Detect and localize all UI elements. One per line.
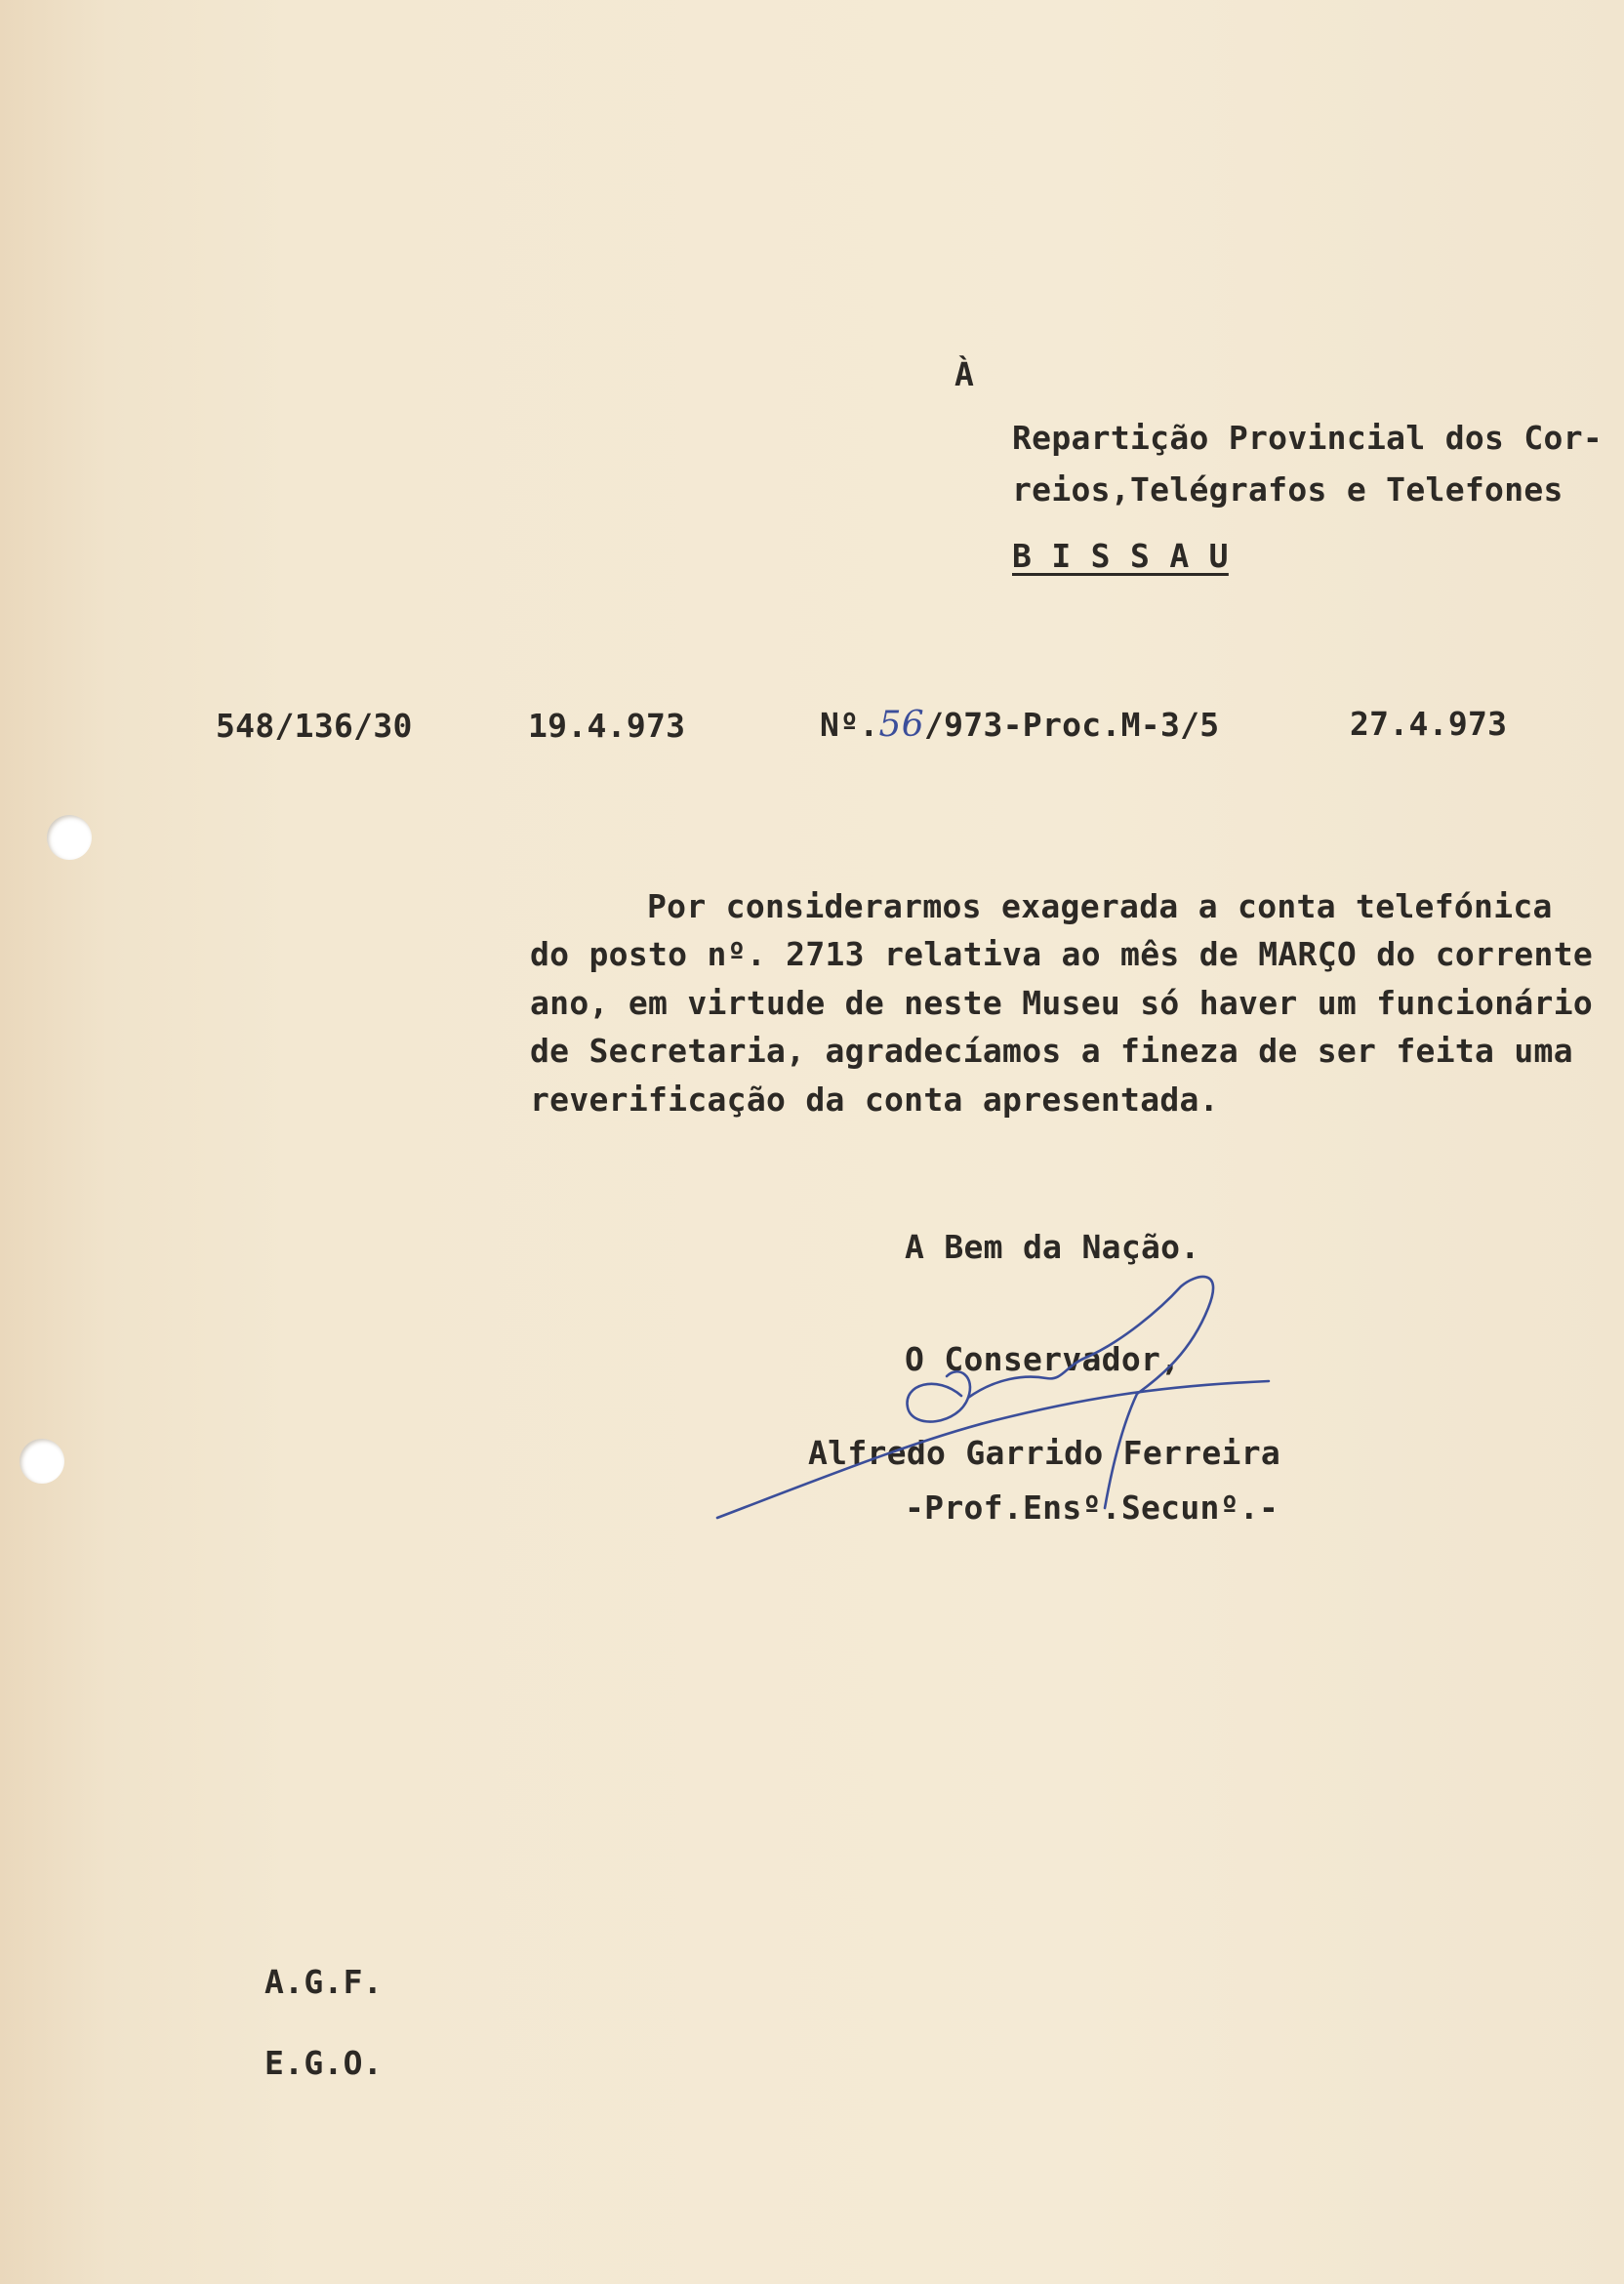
signatory-credentials: -Prof.Ensº.Secunº.- bbox=[905, 1489, 1279, 1527]
office-number-prefix: Nº. bbox=[820, 706, 879, 744]
addressee-city: B I S S A U bbox=[1012, 537, 1229, 575]
addressee-line-2: reios,Telégrafos e Telefones bbox=[1012, 470, 1563, 509]
reference-number: 548/136/30 bbox=[216, 707, 413, 745]
punch-hole-top bbox=[47, 815, 92, 860]
letter-date: 27.4.973 bbox=[1350, 705, 1508, 743]
body-line-1: Por considerarmos exagerada a conta telefónica bbox=[647, 887, 1553, 925]
closing-title: O Conservador, bbox=[905, 1340, 1181, 1378]
body-line-2: do posto nº. 2713 relativa ao mês de MARÇO do corrente bbox=[530, 935, 1594, 973]
closing-salutation: A Bem da Nação. bbox=[905, 1228, 1200, 1266]
punch-hole-bottom bbox=[20, 1439, 64, 1484]
reference-date: 19.4.973 bbox=[528, 707, 686, 745]
signatory-name: Alfredo Garrido Ferreira bbox=[808, 1434, 1281, 1472]
addressee-line-1: Repartição Provincial dos Cor- bbox=[1012, 419, 1604, 457]
body-line-3: ano, em virtude de neste Museu só haver um funcionário bbox=[530, 984, 1594, 1022]
office-number-suffix: /973-Proc.M-3/5 bbox=[923, 706, 1220, 744]
office-number-handwritten: 56 bbox=[878, 705, 924, 745]
body-line-4: de Secretaria, agradecíamos a fineza de ser feita uma bbox=[530, 1032, 1573, 1070]
initials-line-2: E.G.O. bbox=[264, 2044, 384, 2082]
body-line-5: reverificação da conta apresentada. bbox=[530, 1081, 1219, 1119]
initials-line-1: A.G.F. bbox=[264, 1963, 384, 2001]
office-number bbox=[820, 705, 1219, 745]
addressee-salutation: À bbox=[954, 355, 975, 393]
handwritten-signature bbox=[703, 1269, 1308, 1542]
